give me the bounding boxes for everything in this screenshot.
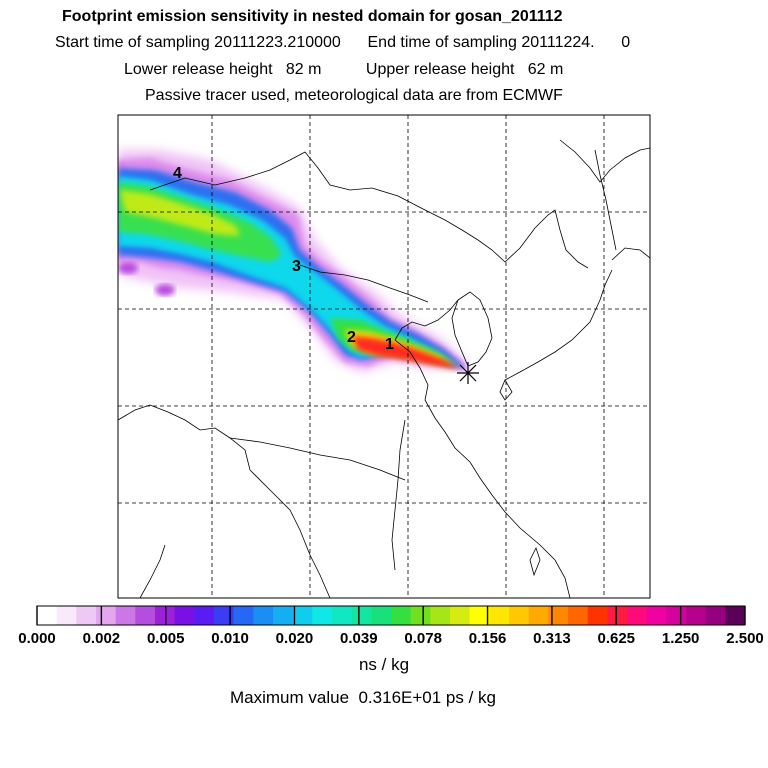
colorbar-segment: [116, 606, 136, 625]
colorbar-tick-label: 1.250: [661, 630, 700, 647]
plot-title: Footprint emission sensitivity in nested domain for gosan_201112: [62, 8, 563, 25]
colorbar-segment: [37, 606, 57, 625]
trajectory-marker-4: 4: [173, 165, 182, 182]
colorbar-segment: [135, 606, 155, 625]
colorbar-tick-label: 0.005: [146, 630, 185, 647]
colorbar-tick-label: 0.020: [275, 630, 314, 647]
release-height-line: Lower release height 82 m Upper release height 62 m: [124, 61, 564, 78]
colorbar-segment: [647, 606, 667, 625]
colorbar-segment: [686, 606, 706, 625]
colorbar-tick-label: 0.156: [468, 630, 507, 647]
colorbar-segment: [627, 606, 647, 625]
colorbar-segment: [194, 606, 214, 625]
colorbar-segment: [391, 606, 411, 625]
colorbar-tick-label: 0.625: [597, 630, 636, 647]
colorbar-segment: [371, 606, 391, 625]
maximum-value-label: Maximum value 0.316E+01 ps / kg: [230, 688, 496, 707]
colorbar-tick-label: 0.000: [18, 630, 56, 647]
colorbar-unit: ns / kg: [358, 655, 410, 674]
colorbar-segment: [529, 606, 549, 625]
colorbar-segment: [76, 606, 96, 625]
colorbar-segment: [352, 606, 372, 625]
colorbar-tick-label: 0.313: [533, 630, 571, 647]
colorbar-segment: [332, 606, 352, 625]
colorbar-segment: [312, 606, 332, 625]
colorbar-segment: [430, 606, 450, 625]
trajectory-marker-2: 2: [347, 329, 356, 346]
colorbar-tick-label: 0.002: [82, 630, 121, 647]
colorbar-tick-label: 0.039: [340, 630, 378, 647]
colorbar-segment: [607, 606, 627, 625]
tracer-info-line: Passive tracer used, meteorological data are from ECMWF: [145, 87, 563, 104]
colorbar-segment: [214, 606, 234, 625]
colorbar-tick-label: 0.078: [404, 630, 442, 647]
trajectory-marker-1: 1: [385, 336, 394, 353]
colorbar-segment: [234, 606, 254, 625]
colorbar-segment: [588, 606, 608, 625]
colorbar-segment: [489, 606, 509, 625]
colorbar-segment: [666, 606, 686, 625]
colorbar-segment: [411, 606, 431, 625]
colorbar-segment: [509, 606, 529, 625]
colorbar-segment: [155, 606, 175, 625]
colorbar-segment: [175, 606, 195, 625]
sampling-time-line: Start time of sampling 20111223.210000 End time of sampling 20111224. 0: [55, 34, 631, 51]
colorbar-segment: [706, 606, 726, 625]
colorbar-segment: [273, 606, 293, 625]
colorbar-segment: [96, 606, 116, 625]
colorbar-tick-label: 0.010: [211, 630, 249, 647]
colorbar-segment: [470, 606, 490, 625]
colorbar-segment: [450, 606, 470, 625]
colorbar-segment: [725, 606, 745, 625]
colorbar-segment: [568, 606, 588, 625]
colorbar-segment: [293, 606, 313, 625]
trajectory-marker-3: 3: [292, 258, 301, 275]
colorbar-segment: [253, 606, 273, 625]
colorbar-segment: [57, 606, 77, 625]
colorbar-tick-label: 2.500: [726, 630, 764, 647]
